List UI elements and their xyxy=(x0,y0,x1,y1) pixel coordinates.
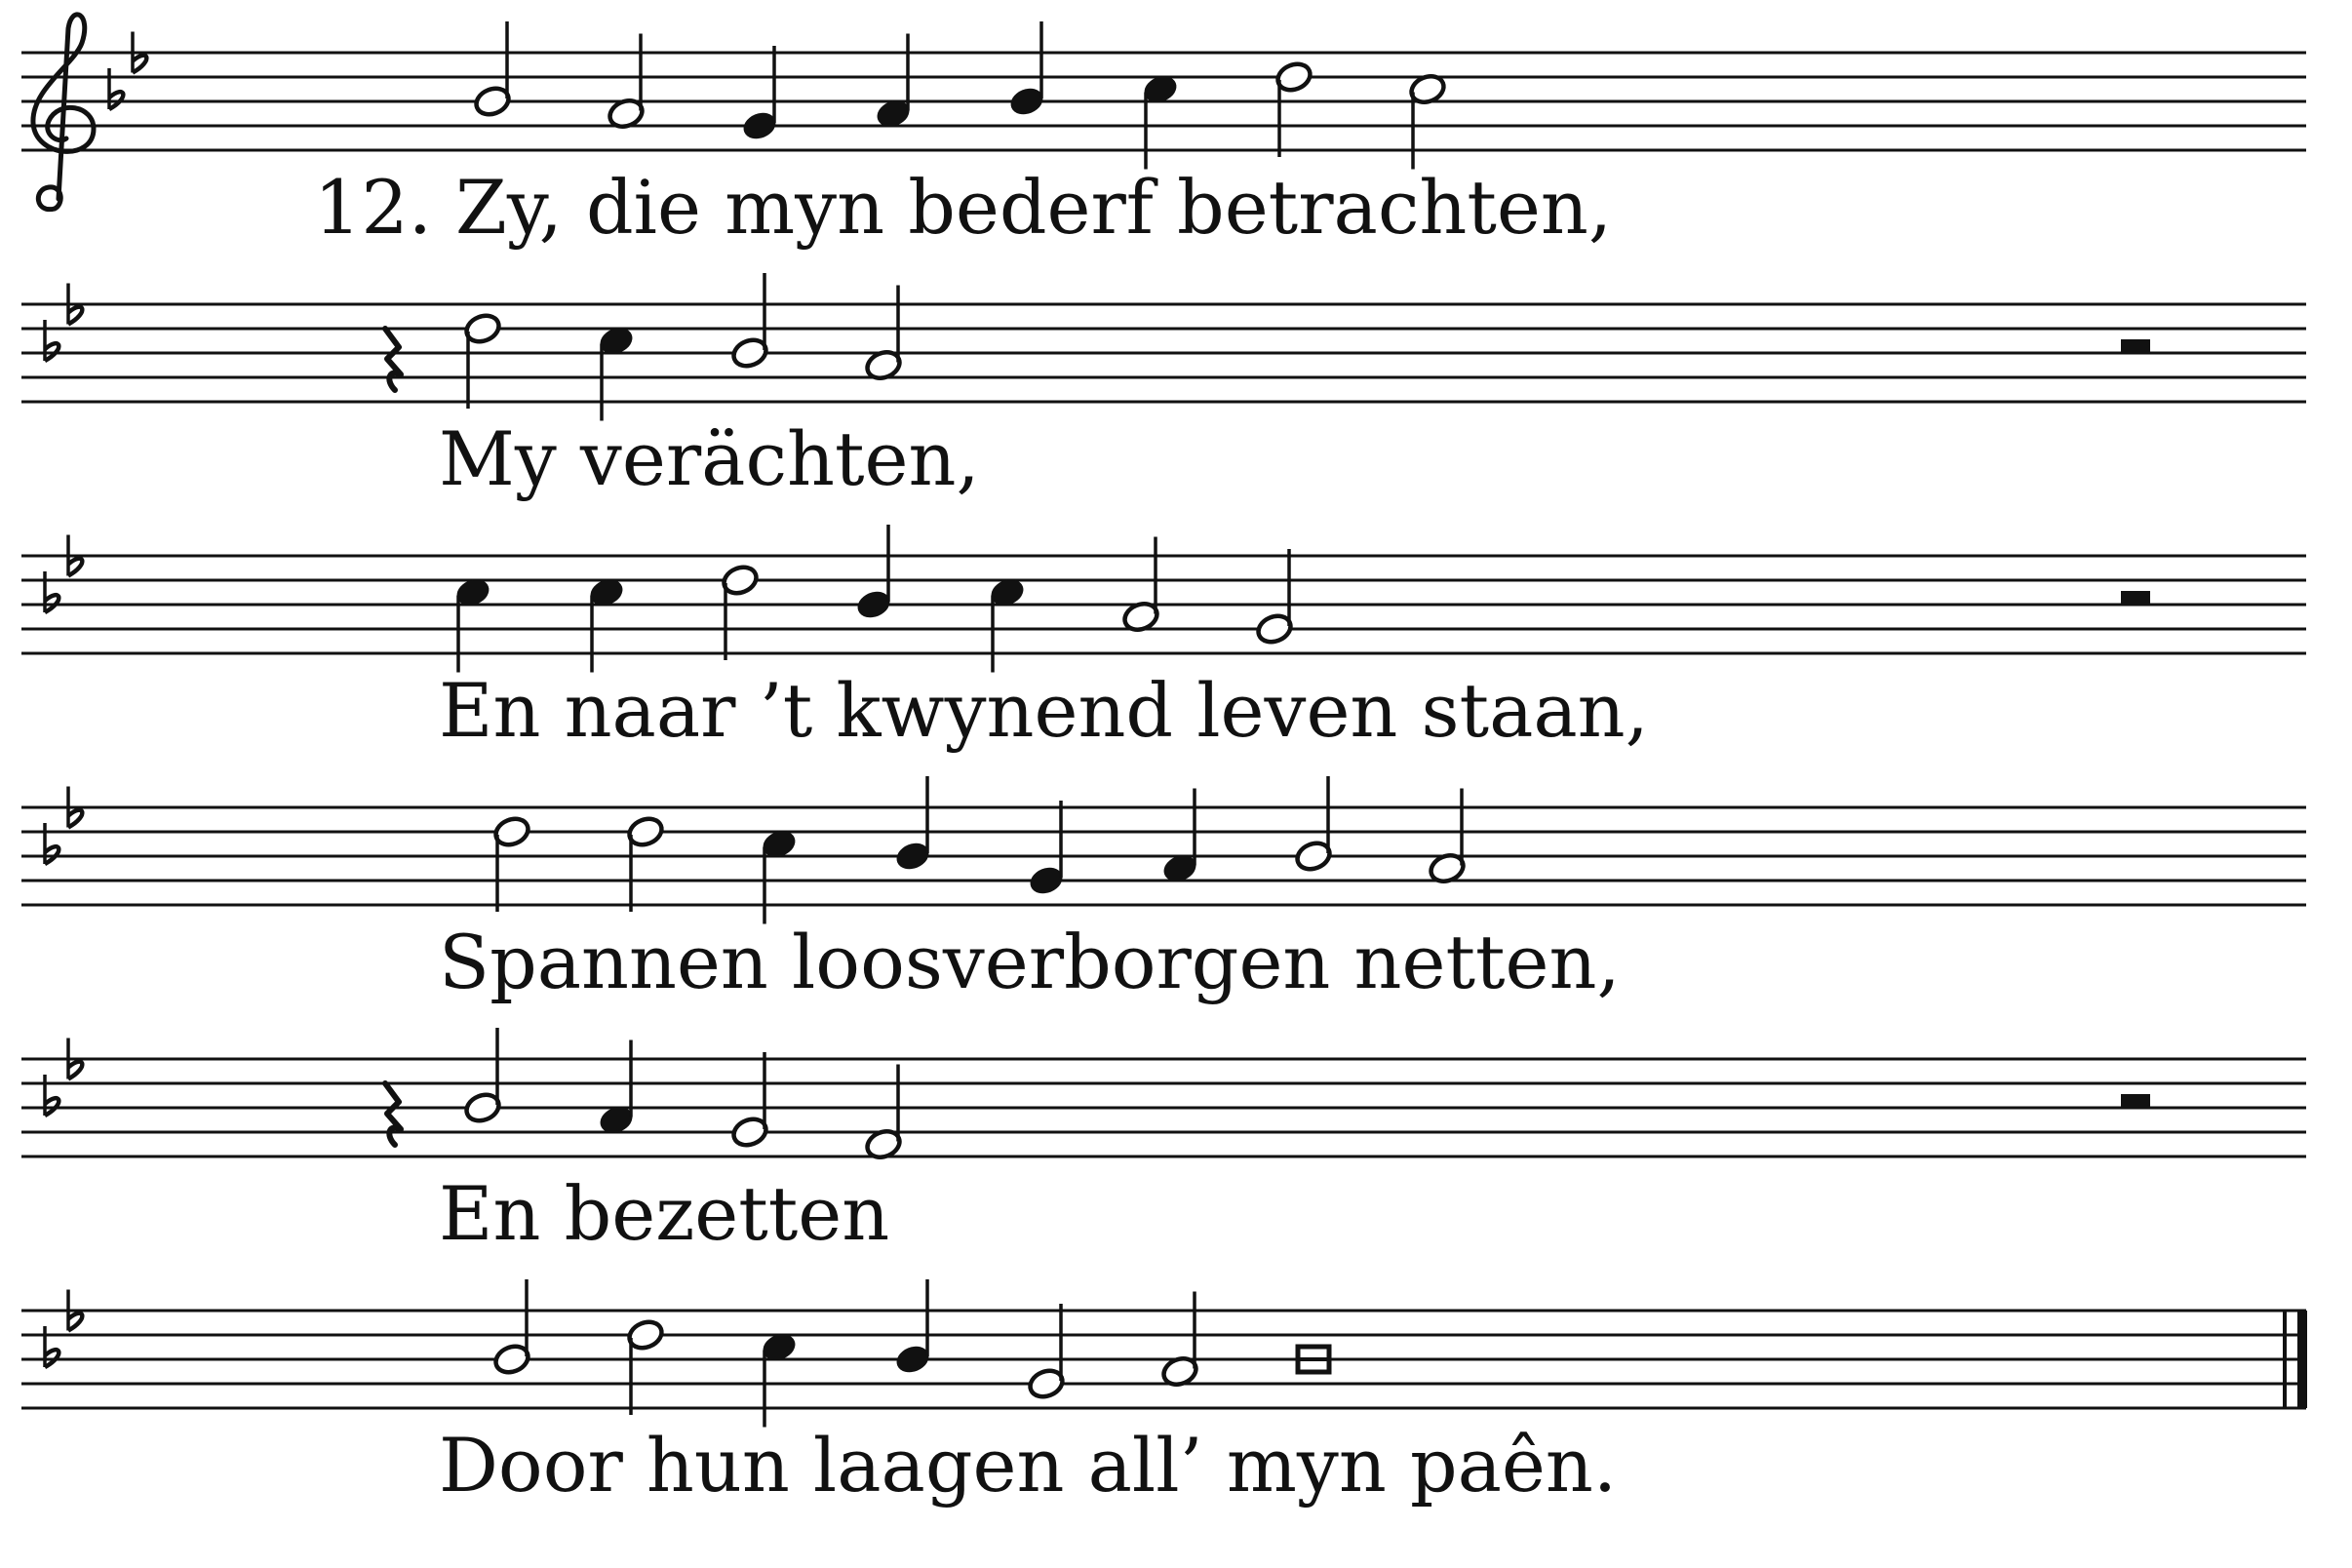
lyric-line: 12. Zy, die myn bederf betrachten, xyxy=(314,164,1613,251)
note xyxy=(1160,789,1200,886)
staff-system xyxy=(21,776,2306,1005)
note xyxy=(760,1330,800,1428)
note xyxy=(1274,59,1314,157)
staff-system xyxy=(21,273,2306,502)
note xyxy=(1408,72,1448,170)
note xyxy=(607,34,647,132)
treble-clef-icon xyxy=(33,15,94,210)
note xyxy=(740,46,780,143)
half-rest-icon xyxy=(2121,339,2150,353)
staff-system xyxy=(21,525,2306,754)
note xyxy=(626,1317,666,1415)
note xyxy=(893,776,933,874)
lyric-line: My verächten, xyxy=(439,415,980,502)
note xyxy=(730,273,770,371)
note xyxy=(1255,549,1295,647)
note xyxy=(463,1028,503,1125)
note xyxy=(492,1279,532,1377)
note xyxy=(988,575,1028,673)
note xyxy=(874,34,914,132)
note xyxy=(854,525,894,622)
note xyxy=(1027,1304,1067,1401)
note xyxy=(587,575,627,673)
lyric-line: En naar ’t kwynend leven staan, xyxy=(439,667,1649,754)
note xyxy=(730,1052,770,1150)
note xyxy=(1160,1292,1200,1390)
lyric-line: Spannen loosverborgen netten, xyxy=(439,919,1621,1005)
note xyxy=(1007,21,1047,119)
note xyxy=(453,575,493,673)
staff-system xyxy=(21,1028,2306,1257)
note xyxy=(1141,72,1181,170)
note xyxy=(1121,537,1161,635)
note xyxy=(1298,1347,1329,1372)
note xyxy=(597,324,637,421)
note xyxy=(1428,789,1468,886)
note xyxy=(1294,776,1334,874)
half-rest-icon xyxy=(2121,591,2150,605)
note xyxy=(721,563,761,660)
note xyxy=(626,814,666,912)
note xyxy=(492,814,532,912)
note xyxy=(864,286,904,383)
note xyxy=(893,1279,933,1377)
flat-icon xyxy=(45,823,59,864)
note xyxy=(864,1065,904,1162)
note xyxy=(597,1040,637,1138)
note xyxy=(463,311,503,409)
staff-system xyxy=(21,15,2306,251)
flat-icon xyxy=(45,1326,59,1367)
note xyxy=(473,21,513,119)
note xyxy=(1027,801,1067,898)
half-rest-icon xyxy=(2121,1094,2150,1108)
lyric-line: Door hun laagen all’ myn paên. xyxy=(439,1422,1617,1509)
flat-icon xyxy=(45,1075,59,1116)
quarter-rest-icon xyxy=(385,1083,401,1145)
flat-icon xyxy=(109,68,123,109)
staff-system xyxy=(21,1279,2306,1509)
note xyxy=(760,827,800,924)
flat-icon xyxy=(45,320,59,361)
lyric-line: En bezetten xyxy=(439,1170,890,1257)
quarter-rest-icon xyxy=(385,329,401,390)
flat-icon xyxy=(45,571,59,612)
